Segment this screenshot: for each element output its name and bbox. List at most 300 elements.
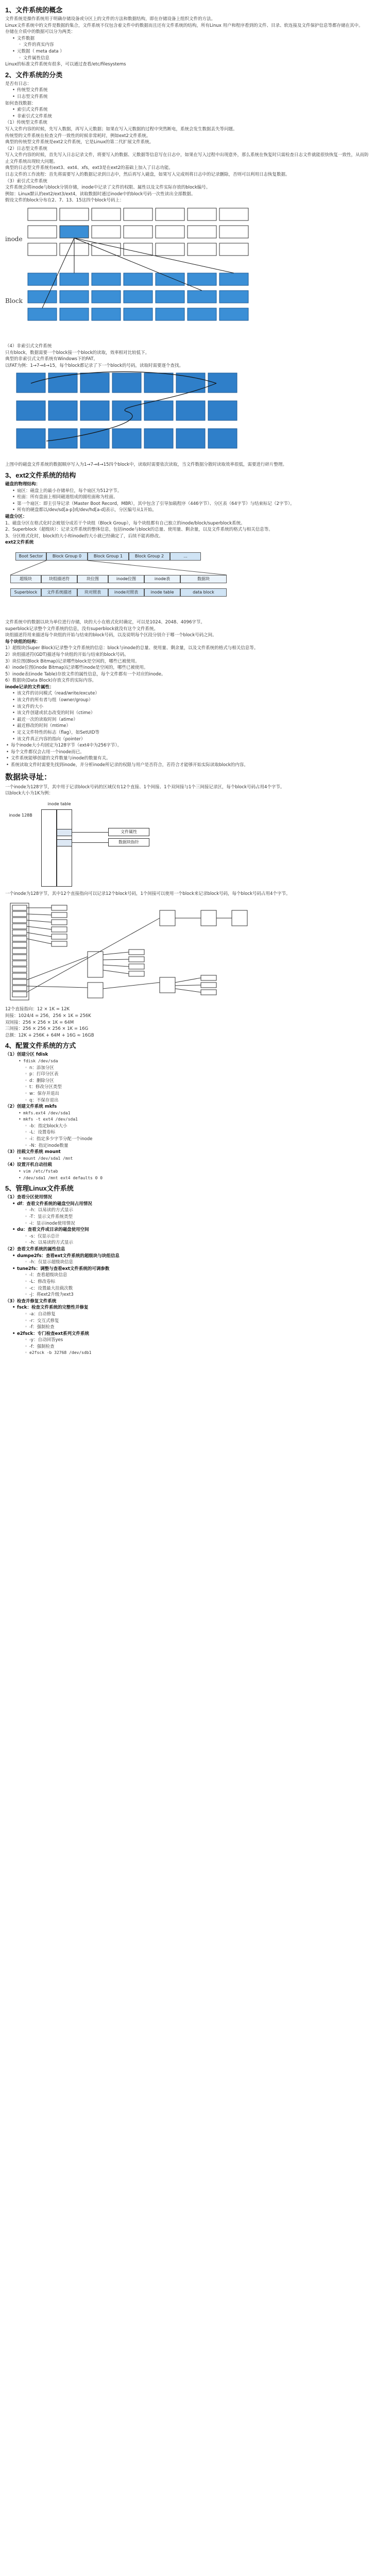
data-block-en-cell: data block [180,588,227,597]
inode-table-cell: inode表 [144,575,180,583]
inode-cell [188,208,216,221]
list-item: • 每个文件都仅会占用一个inode而已。 [5,749,369,756]
step-heading: （2）创建文件系统 mkfs [5,1104,57,1110]
option-item: ◦ -s：仅显示总计 [24,1233,369,1240]
option-item: ◦ -h：以易读的方式显示 [24,1240,369,1246]
option-item: ◦ -N：指定inode数量 [24,1143,369,1149]
block-cell [188,308,216,320]
block-cell [188,273,216,285]
section-title: 3、ext2文件系统的结构 [5,471,76,479]
pointer-slot [12,911,27,917]
inode-table-label: inode table [47,801,71,806]
list-item: • 最近一次的读取时间（atime） [11,717,369,723]
paragraph: Linux文件系统中的文件是数据的集合，文件系统不仅包含着文件中的数据而且还有文件系统的结构，所有Linux 用户和程序看到的文件、目录、软连接及文件保护信息等都存储在其中。 [5,23,363,28]
block-cell [156,291,184,303]
list-item: • 非索引式文件系统 [11,113,369,120]
bullet-list [5,107,369,120]
fat-block-cell [176,429,205,448]
option-item: ◦ -r：交互式修复 [24,1318,369,1325]
paragraph: superblock记录整个文件系统的信息，没有superblock就没有这个文件系统。 [5,626,158,632]
bullet-list [5,55,369,62]
document [5,6,369,1357]
paragraph: 2、Superblock（超级块）：记录文件系统的整体信息，包括inode与block的总量、使用量、剩余量，以及文件系统的格式与相关信息等。 [5,527,273,533]
bullet-list [5,1207,369,1227]
section-title: 2、文件系统的分类 [5,71,63,79]
pointer-tree-diagram [5,900,252,1003]
paragraph: 写入文件内容的时候，首先写入日志记录文件，将要写入的数据、元数据等信息写在日志中，如果在写入过程中出现意外，那么系统在恢复时只需检查日志文件就能很快恢复一致性，从而防止文件系统出现较大问题。 [5,152,369,164]
bullet-list [5,48,369,55]
list-item: • 该文件的所有者与组（owner/group） [11,697,369,704]
bullet-list [5,1065,369,1104]
pointer-slot [12,979,27,985]
data-block [201,990,216,995]
bullet-list [5,1304,369,1311]
inode-attr-row [57,829,72,836]
pointer-slot [12,973,27,978]
paragraph: 以block大小为1K为例： [5,791,54,796]
fat-block-cell [80,429,109,448]
data-block [129,971,144,976]
list-item: • 每个inode大小均固定为128字节（ext4中为256字节）。 [5,742,369,749]
bullet-list [5,42,369,48]
fat-block-cell [144,429,173,448]
inode-table-diagram [5,800,180,888]
option-item: ◦ -h：仅显示超级块信息 [24,1259,369,1266]
pointer-line [175,985,201,986]
list-item: • 文件数据 [11,36,369,42]
pointer-slot [12,942,27,947]
inode-pointer-row [57,839,72,846]
list-item: • 第一个扇区：即主引导记录（Master Boot Record，MBR），其中包含了引导加载程序（446字节）、分区表（64字节）与结束标记（2字节）。 [11,501,369,507]
pointer-line [175,989,201,992]
block-cell [156,273,184,285]
option-item: ◦ -f：强制检查 [24,1344,369,1350]
inode-cell [219,243,248,256]
inode-cell [219,226,248,238]
paragraph: 12个直接指向：12 × 1K = 12K [5,1007,70,1012]
inode-bitmap-en-cell: inode对照表 [108,588,144,597]
ext2-structure-diagram [5,549,232,616]
fat-block-cell [112,401,141,420]
block-cell [92,291,121,303]
inode-cell [60,226,89,238]
pointer-box: 数据块指针 [108,838,149,846]
paragraph: 以FAT为例：1→7→4→15，每个block都记录了下一个block的号码，读取时需要逐个查找。 [5,363,183,368]
paragraph: 4）inode位图(inode Bitmap)记录哪些inode是空闲的，哪些已被使用。 [5,665,148,671]
list-item: • 该文件的大小 [11,704,369,710]
list-item: • 定义文件特性的标志（flag），如SetUID等 [11,730,369,736]
inode-cell [156,243,184,256]
connector-line [72,842,108,843]
option-item: ◦ -f：强制检查 [24,1324,369,1331]
bullet-list [5,1311,369,1331]
step-heading: （3）挂载文件系统 mount [5,1149,61,1155]
pointer-slot [12,986,27,991]
subheading: （1）传统型文件系统 [5,120,47,126]
subheading: inode记录的文件属性： [5,684,54,690]
option-item: ◦ -i：指定多少字节分配一个inode [24,1136,369,1143]
block-cell [219,308,248,320]
block-cell [92,273,121,285]
paragraph: 典型的非索引式文件系统有Windows下的FAT。 [5,357,98,362]
data-block [52,920,67,925]
pointer-line [103,982,160,989]
section-title: 数据块寻址： [5,772,52,782]
inode-cell [219,208,248,221]
block-cell [219,291,248,303]
bullet-list [5,742,369,768]
paragraph: 一个inode为128字节，其中12个直接指向可以记录12个block号码，1个间接可以使用一个block来记录block号码，每个block号码占用4个字节。 [5,891,291,896]
inode-cell [60,208,89,221]
paragraph: 双间接：256 × 256 × 1K = 64M [5,1020,74,1025]
paragraph: 传统型的文件系统在检查文件一致性的时候非常耗时，例如ext2文件系统。 [5,133,151,139]
data-block [52,905,67,910]
indirect-block [160,977,175,993]
list-item: • 最近修改的时间（mtime） [11,723,369,730]
block-cell [124,273,152,285]
block-cell [28,308,57,320]
option-item: ◦ -l：查看超级块信息 [24,1272,369,1279]
list-item: • 扇区：磁盘上的最小存储单位，每个扇区为512字节。 [11,488,369,495]
paragraph: 3）块位图(Block Bitmap)记录哪些block是空闲的，哪些已被使用。 [5,658,140,664]
connector-line [72,832,108,833]
data-block [129,950,144,955]
pointer-slot [12,948,27,954]
pointer-line [103,959,129,960]
paragraph: 5）inode表(inode Table)存放文件的属性信息，每个文件都有一个对应的inode。 [5,671,166,677]
inode-label: inode [5,235,23,243]
step-heading: （4）设置开机自动挂载 [5,1162,52,1168]
block-cell [124,291,152,303]
pointer-slot [12,918,27,923]
inode-cell [92,226,121,238]
triple-indirect-block [160,910,175,926]
indirect-block [201,910,216,926]
paragraph: 3、分区格式化时，block的大小和inode的大小就已经确定了，后续不能再修改。 [5,533,163,539]
option-item: ◦ -L：设置卷标 [24,1129,369,1136]
file-attr-box: 文件属性 [108,828,149,836]
inode-cell [28,208,57,221]
pointer-slot [12,905,27,910]
bullet-list [5,1337,369,1357]
pointer-tree-svg [5,900,252,1003]
paragraph: Linux的标准文件系统有很多，可以通过查看/etc/filesystems [5,62,126,67]
option-item: ◦ t：修改分区类型 [24,1084,369,1091]
data-block [232,910,247,926]
command-item: • e2fsck：专门检查ext系列文件系统 [11,1331,369,1337]
paragraph: 例如：Linux默认的ext2/ext3/ext4，读取数据时通过inode中的block号码一次性读出全部数据。 [5,191,196,197]
bullet-list [5,1259,369,1266]
data-block [129,957,144,962]
bullet-list [5,1331,369,1337]
block-group-cell: ... [170,552,201,561]
data-block [201,975,216,980]
bullet-list [5,1253,369,1260]
subheading: 磁盘分区： [5,514,27,519]
step-heading: （2）查看文件系统的属性信息 [5,1246,65,1252]
pointer-slot [12,924,27,929]
bullet-list [5,1272,369,1298]
fat-block-cell [208,429,237,448]
data-block [52,912,67,918]
block-cell [92,308,121,320]
block-bitmap-cell: 块位图 [77,575,108,583]
inode-cell [92,208,121,221]
double-indirect-block [88,982,103,998]
paragraph: 是否有日志： [5,81,32,87]
block-cell [60,291,89,303]
step-heading: （1）查看分区使用情况 [5,1195,52,1200]
diagram-canvas [15,371,242,459]
option-item: ◦ q：不保存退出 [24,1097,369,1104]
pointer-slot [12,992,27,997]
option-item: ◦ -i：显示inode使用情况 [24,1221,369,1227]
option-item: ◦ -b：指定block大小 [24,1123,369,1130]
inode-cell [124,208,152,221]
paragraph: 存储在介质中的数据可以分为两类： [5,29,76,35]
gdt-en-cell: 文件系统描述 [41,588,77,597]
paragraph: 写入文件内容的时候，先写入数据，再写入元数据；如果在写入元数据的过程中突然断电，系统会发生数据丢失等问题。 [5,126,237,132]
pointer-line [27,933,52,937]
paragraph: 1）超级块(Super Block)记录整个文件系统的信息：block与inode的总量、使用量、剩余量，以及文件系统的格式与相关信息等。 [5,646,259,651]
pointer-line [27,957,88,980]
paragraph: 2）块组描述符(GDT)描述每个块组的开始与结束的block号码。 [5,652,129,657]
option-item: ◦ -h：以易读的方式显示 [24,1207,369,1214]
list-item: • 元数据（ meta data ） [11,48,369,55]
list-item: • 传统型文件系统 [11,87,369,94]
list-item: • 柱面：所有盘面上相同磁道组成的圆柱面称为柱面。 [11,494,369,501]
bullet-list [5,1233,369,1246]
paragraph: 只有block，数据需要一个block接一个block的读取，效率相对比较低下。 [5,350,150,355]
command-item: • /dev/sda1 /mnt ext4 defaults 0 0 [18,1175,369,1182]
data-block [129,964,144,969]
pointer-slot [12,961,27,966]
pointer-slot [12,936,27,941]
fat-block-cell [176,401,205,420]
paragraph: 间接：1024/4 = 256，256 × 1K = 256K [5,1013,91,1019]
list-item: • 日志型文件系统 [11,94,369,100]
paragraph: 假设文件的block分布在2、7、13、15这四个block号码上： [5,198,124,204]
fat-block-cell [176,373,205,393]
list-item: • 所有的硬盘都以/dev/sd[a-p]或/dev/hd[a-d]表示，分区编号从1开始。 [11,507,369,514]
block-cell [124,308,152,320]
inode-cell [156,208,184,221]
inode-column [41,809,57,887]
fat-block-cell [144,373,173,393]
command-item: • vim /etc/fstab [18,1168,369,1175]
block-label: Block [5,297,23,305]
subheading: （3）索引式文件系统 [5,178,47,184]
fat-chain-diagram [5,371,242,459]
command-item: • du：查看文件或目录的磁盘使用空间 [11,1227,369,1233]
pointer-line [103,952,129,955]
pointer-slot [12,955,27,960]
list-item: • 索引式文件系统 [11,107,369,113]
block-cell [156,308,184,320]
option-item: ◦ -L：修改卷标 [24,1279,369,1285]
paragraph: 文件系统是操作系统用于明确存储设备或分区上的文件的方法和数据结构，即在存储设备上组织文件的方法。 [5,16,216,22]
paragraph: 典型的传统型文件系统是ext2文件系统，它是Linux的第二代扩展文件系统。 [5,140,154,145]
section-title: 4、配置文件系统的方式 [5,1042,76,1050]
fat-block-cell [80,373,109,393]
option-item: ◦ w：保存并退出 [24,1091,369,1097]
bullet-list [5,36,369,42]
list-item: • 该文件创建或状态改变的时间（ctime） [11,710,369,717]
gdt-cell: 块组描述符 [41,575,77,583]
pointer-line [27,920,52,922]
paragraph: 典型的日志型文件系统有ext3、ext4、xfs，ext3是在ext2的基础上加入了日志功能。 [5,165,173,171]
pointer-line [103,965,129,967]
fat-chain-svg [15,371,242,459]
pointer-line [27,918,160,992]
list-item: • 文件系统能够创建的文件数量与inode的数量有关。 [5,755,369,762]
command-item: • mkfs -t ext4 /dev/sda1 [18,1116,369,1123]
block-cell [60,308,89,320]
section-title: 1、文件系统的概念 [5,6,63,14]
paragraph: 6）数据块(Data Block)存放文件的实际内容。 [5,678,97,684]
section-title: 5、管理Linux文件系统 [5,1184,74,1193]
list-item: • 该文件的访问模式（read/write/excute） [11,690,369,697]
command-item: • fdisk /dev/sda [18,1058,369,1065]
inode-table-en-cell: inode table [144,588,180,597]
command-item: • mount /dev/sda1 /mnt [18,1156,369,1162]
subheading: （4）非索引式文件系统 [5,344,52,349]
command-item: • df：查看文件系统的磁盘空间占用情况 [11,1201,369,1208]
pointer-line [103,970,129,974]
step-heading: （3）检查并修复文件系统 [5,1298,57,1304]
block-cell [219,273,248,285]
paragraph: 日志文件的工作流程：首先将需要写入的数据记录到日志中，然后再写入磁盘，如果写入完成则将日志中的记录删除，否则可以利用日志恢复数据。 [5,172,290,178]
inode-cell [156,226,184,238]
paragraph: 文件系统会将inode与block分别存储，inode中记录了文件的权限、属性以及文件实际存放的block编号。 [5,185,211,191]
fat-block-cell [112,429,141,448]
inode-size-label: inode 128B [9,812,32,818]
diagram-canvas [26,206,252,340]
block-cell [60,273,89,285]
data-block [52,934,67,939]
command-item: • tune2fs：调整与查看ext文件系统的可调参数 [11,1266,369,1273]
paragraph: 文件系统中的数据以块为单位进行存储，块的大小在格式化时确定，可以是1024、2048、4096字节。 [5,619,205,625]
inode-cell [188,243,216,256]
diagram-canvas [5,900,252,1003]
paragraph: 三间接：256 × 256 × 256 × 1K = 16G [5,1026,89,1032]
fat-block-cell [16,401,45,420]
option-item: ◦ -j：将ext2升级为ext3 [24,1292,369,1298]
list-item: • 系统读取文件时需要先找到inode，并分析inode所记录的权限与用户是否符合，若符合才能够开始实际读取block的内容。 [5,762,369,769]
inode-cell [188,226,216,238]
fat-block-cell [16,429,45,448]
bullet-list [5,488,369,514]
inode-cell [28,243,57,256]
option-item: ◦ d：删除分区 [24,1078,369,1084]
bullet-list [5,690,369,742]
data-block [52,927,67,932]
inode-block-svg [26,206,252,340]
pointer-line [27,926,52,929]
inode-bitmap-cell: inode位图 [108,575,144,583]
fat-block-cell [208,401,237,420]
bullet-list [5,1266,369,1273]
option-item: ◦ p：打印分区表 [24,1071,369,1078]
fat-block-cell [112,373,141,393]
subheading: 磁盘的物理结构： [5,482,41,487]
paragraph: 如何查找数据： [5,100,36,106]
pointer-slot [12,930,27,935]
data-block [52,941,67,946]
bullet-list [5,1201,369,1208]
bullet-list [5,1156,369,1162]
paragraph: 一个inode为128字节，其中用于记录block号码的区域仅有12个直接、1个间接、1个双间接与1个三间接记录区，每个block号码占用4个字节。 [5,784,285,790]
pointer-slot [12,967,27,972]
command-item: ◦ e2fsck -b 32768 /dev/sdb1 [24,1350,369,1357]
fat-block-cell [208,373,237,393]
superblock-en-cell: Superblock [10,588,41,597]
inode-cell [124,243,152,256]
bullet-list [5,1058,369,1065]
paragraph: 总额：12K + 256K + 64M + 16G ≈ 16GB [5,1032,94,1038]
pointer-line [175,978,201,982]
inode-column [57,809,72,887]
command-item: • dumpe2fs：查看ext文件系统的超级块与块组信息 [11,1253,369,1260]
subheading: 每个块组的结构： [5,639,41,645]
list-item: • 该文件真正内容的指向（pointer） [11,736,369,743]
fat-block-cell [16,373,45,393]
block-cell [28,273,57,285]
subheading: （2）日志型文件系统 [5,146,47,151]
indirect-block [88,952,103,977]
subheading: ext2文件系统 [5,540,34,546]
block-group-cell: Block Group 1 [88,552,129,561]
inode-cell [124,226,152,238]
list-item: ◦ 文件属性信息 [18,55,369,62]
paragraph: 1、磁盘分区在格式化时会被划分成若干个块组（Block Group），每个块组都有自己独立的inode/block/superblock系统。 [5,520,245,526]
fat-block-cell [48,401,77,420]
option-item: ◦ -a：自动修复 [24,1311,369,1318]
fat-block-cell [80,401,109,420]
inode-block-diagram [5,206,252,340]
bullet-list [5,1123,369,1149]
step-heading: （1）创建分区 fdisk [5,1052,48,1058]
paragraph: 上图中的磁盘文件系统的数据顺序写入为1→7→4→15四个block中，读取时需要依次读取，当文件数据分散时读取效率很低，需要进行碎片整理。 [5,462,287,468]
list-item: ◦ 文件的真实内容 [18,42,369,48]
block-group-cell: Block Group 0 [46,552,88,561]
inode-cell [28,226,57,238]
bullet-list [5,87,369,100]
fat-block-cell [48,429,77,448]
bullet-list [5,1227,369,1233]
command-item: • mkfs.ext4 /dev/sda1 [18,1110,369,1117]
option-item: ◦ n：添加分区 [24,1065,369,1072]
superblock-cell: 超级块 [10,575,41,583]
bullet-list [5,1110,369,1123]
pointer-line [27,939,52,944]
option-item: ◦ -c：设置最大挂载次数 [24,1285,369,1292]
option-item: ◦ -T：显示文件系统类型 [24,1214,369,1221]
boot-sector-cell: Boot Sector [15,552,46,561]
paragraph: 块组描述符用来描述每个块组的开始与结束的block号码，以及说明每个区段分别介于哪一个block号码之间。 [5,633,217,638]
block-cell [28,291,57,303]
command-item: • fsck：检查文件系统的完整性并修复 [11,1304,369,1311]
data-block [201,982,216,988]
fat-block-cell [144,401,173,420]
block-group-cell: Block Group 2 [129,552,170,561]
option-item: ◦ -y：自动回答yes [24,1337,369,1344]
block-bitmap-en-cell: 块对照表 [77,588,108,597]
bullet-list [5,1168,369,1181]
data-block-cell: 数据块 [180,575,227,583]
block-cell [188,291,216,303]
pointer-line [27,914,52,915]
